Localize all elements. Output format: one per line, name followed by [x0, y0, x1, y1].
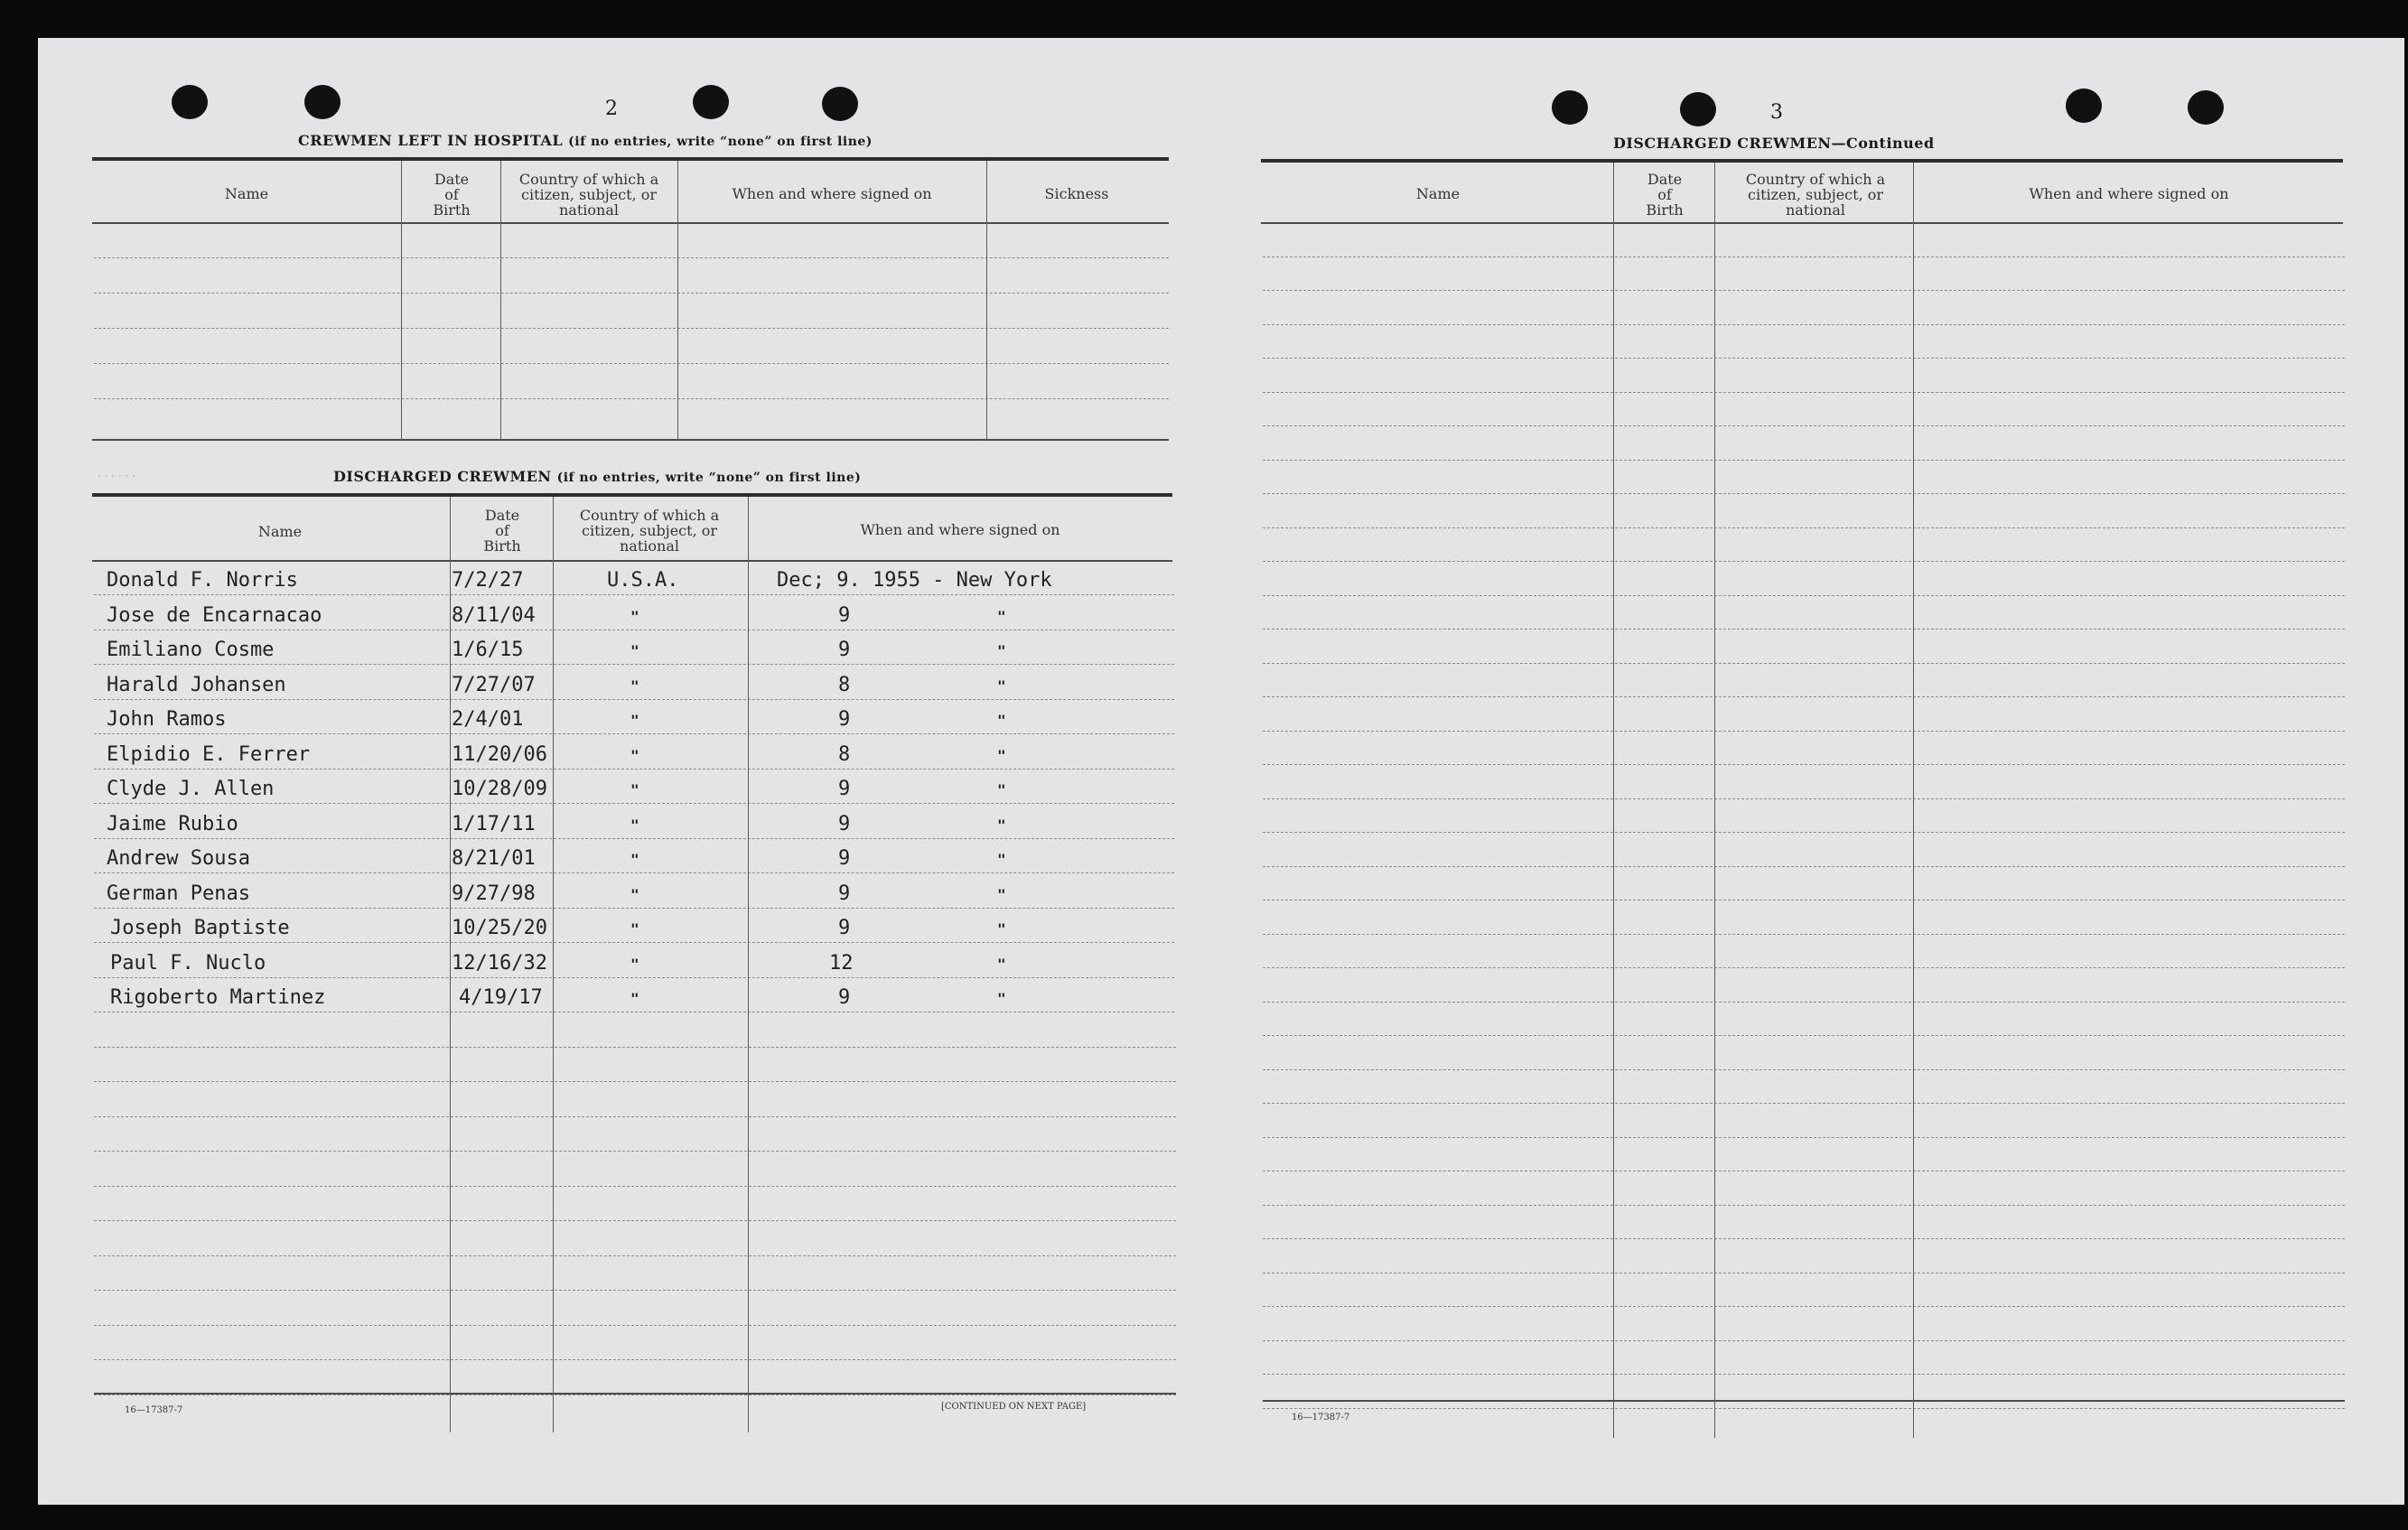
ditto-mark: "	[997, 676, 1006, 695]
hospital-col-dob	[403, 172, 500, 218]
continued-section-title: DISCHARGED CREWMEN—Continued	[1613, 135, 1935, 152]
header-rule	[1261, 222, 2343, 224]
form-number: 16—17387-7	[1292, 1413, 1350, 1423]
rule	[1261, 159, 2343, 163]
crewman-name: Elpidio E. Ferrer	[107, 742, 311, 766]
date-of-birth: 9/27/98	[452, 882, 536, 905]
ditto-mark: "	[630, 607, 639, 625]
signed-on-day: 9	[838, 917, 851, 939]
row-rule	[94, 872, 1174, 873]
column-divider	[401, 161, 402, 441]
row-rule	[1263, 460, 2345, 461]
signed-on-day: 9	[838, 708, 851, 731]
hospital-col-country	[500, 172, 677, 218]
punch-hole	[1552, 90, 1588, 125]
date-of-birth: 8/21/01	[452, 847, 536, 870]
row-rule	[94, 1151, 1176, 1152]
date-of-birth: 4/19/17	[459, 986, 543, 1009]
faint-stamp-mark: · · · · · ·	[98, 470, 135, 482]
hospital-col-sickness: Sickness	[1044, 185, 1109, 202]
row-rule	[94, 838, 1174, 839]
row-rule	[1263, 764, 2345, 765]
crewman-name: Joseph Baptiste	[110, 917, 290, 939]
row-rule	[94, 594, 1174, 595]
row-rule	[1263, 392, 2345, 393]
crewman-name: Clyde J. Allen	[107, 778, 275, 800]
right-col-name: Name	[1415, 185, 1461, 202]
row-rule	[1263, 425, 2345, 426]
header-rule	[92, 560, 1172, 562]
discharged-section-title	[333, 468, 861, 485]
row-rule	[1263, 1205, 2345, 1206]
punch-hole	[2188, 90, 2224, 125]
crewman-name: Emiliano Cosme	[107, 639, 275, 661]
label: national	[620, 537, 679, 555]
row-rule	[1263, 595, 2345, 596]
column-divider	[1913, 163, 1914, 1438]
hospital-instruction: (if no entries, write “none” on first line)	[568, 135, 873, 149]
row-rule	[94, 1081, 1176, 1082]
label: citizen, subject, or	[581, 522, 718, 539]
discharged-col-country	[553, 508, 746, 554]
label: national	[559, 201, 619, 219]
ditto-mark: "	[630, 816, 639, 834]
discharged-col-dob	[452, 508, 553, 554]
row-rule	[1263, 290, 2345, 291]
header-rule	[92, 222, 1169, 224]
crewman-name: Paul F. Nuclo	[110, 951, 266, 975]
crewman-name: German Penas	[107, 882, 250, 905]
date-of-birth: 10/28/09	[452, 778, 547, 800]
ditto-mark: "	[630, 920, 639, 938]
date-of-birth: 11/20/06	[452, 742, 547, 766]
right-col-country	[1716, 172, 1915, 218]
ditto-mark: "	[997, 816, 1006, 834]
signed-on-day: 8	[838, 673, 851, 696]
ditto-mark: "	[630, 781, 639, 798]
ditto-mark: "	[630, 955, 639, 973]
hospital-section-title	[298, 132, 873, 149]
column-divider	[553, 497, 554, 1432]
row-rule	[1263, 1408, 2345, 1409]
column-divider	[748, 497, 749, 1432]
column-divider	[1714, 163, 1715, 1438]
hospital-col-name: Name	[224, 185, 269, 202]
page-number: 2	[605, 98, 618, 120]
discharged-col-signed-on: When and where signed on	[860, 521, 1060, 538]
row-rule	[94, 1290, 1176, 1291]
row-rule	[1263, 1374, 2345, 1375]
rule	[92, 439, 1169, 441]
row-rule	[94, 257, 1169, 258]
row-rule	[1263, 358, 2345, 359]
label: Country of which a	[579, 507, 720, 524]
punch-hole	[822, 87, 858, 121]
row-rule	[94, 328, 1169, 329]
date-of-birth: 2/4/01	[452, 708, 524, 731]
date-of-birth: 10/25/20	[452, 917, 547, 939]
label: national	[1786, 201, 1845, 219]
crewman-name: Jaime Rubio	[107, 812, 238, 835]
row-rule	[1263, 629, 2345, 630]
row-rule	[94, 363, 1169, 364]
crewman-name: John Ramos	[107, 708, 227, 731]
ditto-mark: "	[997, 851, 1006, 868]
row-rule	[1263, 324, 2345, 325]
manifest-sheet	[38, 38, 2404, 1505]
label: of	[1657, 186, 1672, 203]
row-rule	[1263, 731, 2345, 732]
crewman-name: Andrew Sousa	[107, 847, 250, 870]
ditto-mark: "	[630, 885, 639, 903]
form-number: 16—17387-7	[125, 1405, 183, 1415]
signed-on-day: 8	[838, 742, 851, 766]
label: Birth	[433, 201, 471, 219]
row-rule	[94, 733, 1174, 734]
date-of-birth: 7/2/27	[452, 569, 524, 592]
row-rule	[94, 1186, 1176, 1187]
ditto-mark: "	[630, 642, 639, 659]
date-of-birth: 8/11/04	[452, 603, 536, 627]
row-rule	[94, 1359, 1176, 1360]
ditto-mark: "	[997, 885, 1006, 903]
ditto-mark: "	[997, 920, 1006, 938]
country: U.S.A.	[607, 569, 679, 592]
ditto-mark: "	[630, 712, 639, 729]
row-rule	[94, 1325, 1176, 1326]
label: Date	[434, 171, 470, 188]
label: Birth	[1646, 201, 1684, 219]
row-rule	[94, 699, 1174, 700]
label: Country of which a	[1745, 171, 1886, 188]
rule	[92, 493, 1172, 497]
date-of-birth: 1/6/15	[452, 639, 524, 661]
row-rule	[1263, 798, 2345, 799]
label: Date	[1647, 171, 1683, 188]
punch-hole	[172, 85, 208, 119]
signed-on: Dec; 9. 1955 - New York	[777, 569, 1052, 592]
row-rule	[94, 1047, 1176, 1048]
row-rule	[1263, 832, 2345, 833]
row-rule	[1263, 1002, 2345, 1003]
row-rule	[1263, 1340, 2345, 1341]
page-number: 3	[1770, 101, 1783, 124]
signed-on-day: 9	[838, 778, 851, 800]
column-divider	[500, 161, 501, 441]
ditto-mark: "	[997, 746, 1006, 764]
rule	[92, 157, 1169, 161]
row-rule	[1263, 696, 2345, 697]
row-rule	[1263, 1238, 2345, 1239]
right-col-dob	[1615, 172, 1714, 218]
hospital-col-signed-on: When and where signed on	[732, 185, 932, 202]
discharged-col-name: Name	[257, 523, 303, 540]
label: Date	[484, 507, 520, 524]
row-rule	[94, 1220, 1176, 1221]
ditto-mark: "	[997, 781, 1006, 798]
ditto-mark: "	[997, 607, 1006, 625]
punch-hole	[693, 85, 729, 119]
signed-on-day: 9	[838, 639, 851, 661]
date-of-birth: 7/27/07	[452, 673, 536, 696]
signed-on-day: 9	[838, 603, 851, 627]
ditto-mark: "	[997, 990, 1006, 1007]
date-of-birth: 1/17/11	[452, 812, 536, 835]
right-col-signed-on: When and where signed on	[2029, 185, 2229, 202]
punch-hole	[2066, 89, 2102, 123]
label: Birth	[483, 537, 521, 555]
ditto-mark: "	[997, 712, 1006, 729]
date-of-birth: 12/16/32	[452, 951, 547, 975]
hospital-title-text: CREWMEN LEFT IN HOSPITAL	[298, 132, 564, 149]
row-rule	[1263, 1306, 2345, 1307]
column-divider	[986, 161, 987, 441]
row-rule	[1263, 1069, 2345, 1070]
label: of	[444, 186, 459, 203]
ditto-mark: "	[630, 990, 639, 1007]
crewman-name: Donald F. Norris	[107, 569, 298, 592]
row-rule	[1263, 1400, 2345, 1402]
signed-on-day: 9	[838, 812, 851, 835]
crewman-name: Harald Johansen	[107, 673, 286, 696]
row-rule	[1263, 1137, 2345, 1138]
punch-hole	[1680, 92, 1716, 126]
row-rule	[94, 942, 1174, 943]
row-rule	[1263, 866, 2345, 867]
row-rule	[1263, 1103, 2345, 1104]
row-rule	[94, 977, 1174, 978]
ditto-mark: "	[997, 642, 1006, 659]
row-rule	[1263, 561, 2345, 562]
row-rule	[1263, 663, 2345, 664]
row-rule	[94, 908, 1174, 909]
crewman-name: Jose de Encarnacao	[107, 603, 322, 627]
column-divider	[450, 497, 451, 1432]
signed-on-day: 9	[838, 986, 851, 1009]
signed-on-day: 9	[838, 882, 851, 905]
row-rule	[94, 293, 1169, 294]
row-rule	[1263, 527, 2345, 528]
row-rule	[94, 1116, 1176, 1117]
column-divider	[1613, 163, 1614, 1438]
row-rule	[94, 664, 1174, 665]
row-rule	[94, 769, 1174, 770]
label: of	[495, 522, 509, 539]
discharged-instruction: (if no entries, write “none” on first line)	[556, 471, 862, 485]
label: citizen, subject, or	[520, 186, 658, 203]
row-rule	[1263, 1035, 2345, 1036]
ditto-mark: "	[630, 676, 639, 695]
column-divider	[677, 161, 678, 441]
discharged-title-text: DISCHARGED CREWMEN	[333, 468, 552, 485]
ditto-mark: "	[997, 955, 1006, 973]
punch-hole	[304, 85, 341, 119]
row-rule	[1263, 934, 2345, 935]
label: citizen, subject, or	[1747, 186, 1884, 203]
signed-on-day: 12	[829, 951, 854, 975]
crewman-name: Rigoberto Martinez	[110, 986, 326, 1009]
signed-on-day: 9	[838, 847, 851, 870]
row-rule	[94, 803, 1174, 804]
row-rule	[94, 398, 1169, 399]
ditto-mark: "	[630, 851, 639, 868]
label: Country of which a	[518, 171, 659, 188]
row-rule	[1263, 967, 2345, 968]
ditto-mark: "	[630, 746, 639, 764]
row-rule	[94, 1255, 1176, 1256]
row-rule	[1263, 493, 2345, 494]
continued-note: [CONTINUED ON NEXT PAGE]	[941, 1402, 1087, 1412]
row-rule	[94, 1393, 1176, 1395]
